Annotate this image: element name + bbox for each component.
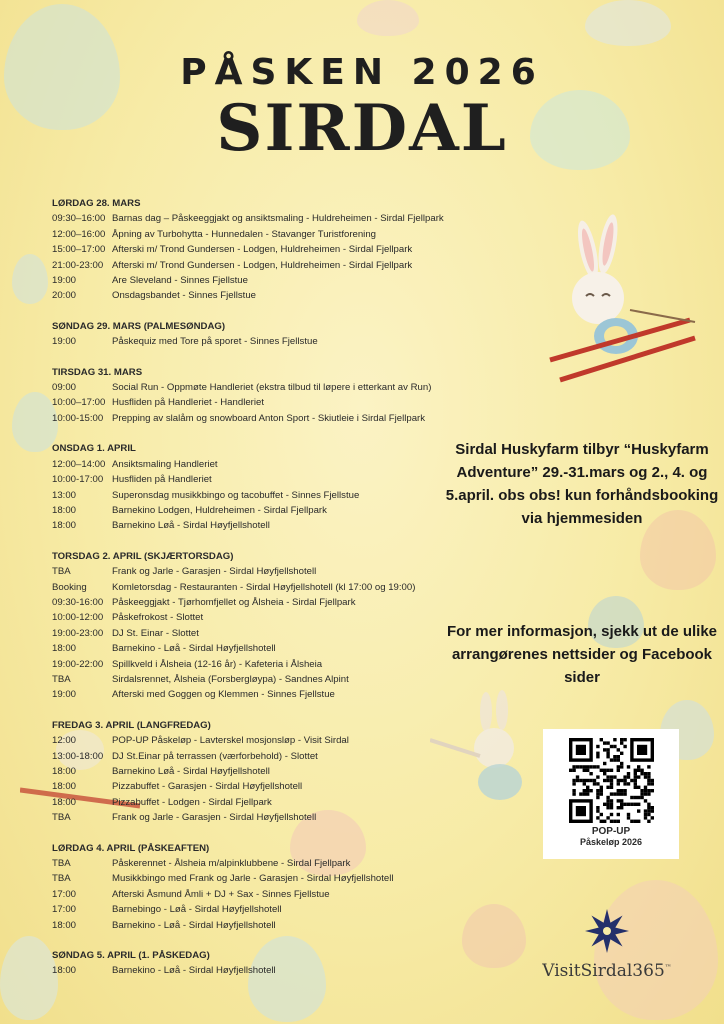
husky-adventure-notice: Sirdal Huskyfarm tilbyr “Huskyfarm Adventure” 29.-31.mars og 2., 4. og 5.april. obs obs! kun forhåndsbooking via hjemmesiden xyxy=(445,441,719,527)
header xyxy=(0,52,724,166)
event-description: Prepping av slalåm og snowboard Anton Sport - Skiutleie i Sirdal Fjellpark xyxy=(112,412,426,424)
day-title: LØRDAG 4. APRIL (PÅSKEAFTEN) xyxy=(52,842,210,854)
day-block xyxy=(52,948,472,979)
event-time: 18:00 xyxy=(52,504,77,516)
event-description: Pizzabuffet - Lodgen - Sirdal Fjellpark xyxy=(112,796,272,808)
event-row xyxy=(52,395,472,410)
page-subtitle: SIRDAL xyxy=(216,91,508,166)
event-description: Påskefrokost - Slottet xyxy=(112,612,204,624)
event-time: 10:00-17:00 xyxy=(52,474,104,486)
event-description: Social Run - Oppmøte Handleriet (ekstra tilbud til løpere i etterkant av Run) xyxy=(112,382,432,394)
event-row xyxy=(52,503,472,518)
star-logo-icon xyxy=(584,908,630,954)
event-time: 18:00 xyxy=(52,643,77,655)
day-block xyxy=(52,718,472,826)
event-row xyxy=(52,472,472,487)
event-time: 18:00 xyxy=(52,796,77,808)
day-title: TIRSDAG 31. MARS xyxy=(52,366,143,378)
event-time: 12:00 xyxy=(52,735,77,747)
event-time: 12:00–16:00 xyxy=(52,228,106,240)
qr-caption xyxy=(543,827,679,847)
event-time: TBA xyxy=(52,812,71,824)
event-time: 20:00 xyxy=(52,290,77,302)
event-row xyxy=(52,580,472,595)
event-description: Afterski Åsmund Åmli + DJ + Sax - Sinnes Fjellstue xyxy=(112,888,330,900)
day-block xyxy=(52,365,472,427)
event-time: 15:00–17:00 xyxy=(52,244,106,256)
event-time: TBA xyxy=(52,873,71,885)
event-time: 13:00-18:00 xyxy=(52,750,104,762)
event-row xyxy=(52,795,472,810)
event-time: Booking xyxy=(52,581,87,593)
event-row xyxy=(52,918,472,933)
event-row xyxy=(52,641,472,656)
day-block xyxy=(52,549,472,703)
visitsirdal-logo[interactable] xyxy=(532,908,682,981)
event-description: Påskerennet - Ålsheia m/alpinklubbene - Sirdal Fjellpark xyxy=(112,858,351,870)
event-time: 19:00 xyxy=(52,336,77,348)
qr-sublabel: Påskeløp 2026 xyxy=(579,837,643,847)
event-row xyxy=(52,595,472,610)
event-row xyxy=(52,657,472,672)
event-description: Sirdalsrennet, Ålsheia (Forsbergløypa) - Sandnes Alpint xyxy=(112,673,349,685)
event-description: Are Sleveland - Sinnes Fjellstue xyxy=(112,275,248,287)
event-time: 17:00 xyxy=(52,888,77,900)
event-time: TBA xyxy=(52,673,71,685)
event-description: POP-UP Påskeløp - Lavterskel mosjonsløp - Visit Sirdal xyxy=(112,735,349,747)
more-info-notice: For mer informasjon, sjekk ut de ulike arrangørenes nettsider og Facebook sider xyxy=(446,623,718,686)
event-row xyxy=(52,211,472,226)
event-description: Barnas dag – Påskeeggjakt og ansiktsmaling - Huldreheimen - Sirdal Fjellpark xyxy=(112,213,444,225)
event-description: Frank og Jarle - Garasjen - Sirdal Høyfjellshotell xyxy=(112,566,317,578)
event-description: Påskequiz med Tore på sporet - Sinnes Fjellstue xyxy=(112,336,318,348)
event-description: Komletorsdag - Restauranten - Sirdal Høyfjellshotell (kl 17:00 og 19:00) xyxy=(112,581,416,593)
event-description: Barnekino Løå - Sirdal Høyfjellshotell xyxy=(112,520,270,532)
event-description: Afterski m/ Trond Gundersen - Lodgen, Huldreheimen - Sirdal Fjellpark xyxy=(112,259,413,271)
day-title: FREDAG 3. APRIL (LANGFREDAG) xyxy=(52,719,211,731)
bunny-skier-illustration xyxy=(520,210,700,410)
event-row xyxy=(52,518,472,533)
event-description: Superonsdag musikkbingo og tacobuffet - Sinnes Fjellstue xyxy=(112,489,360,501)
day-block xyxy=(52,841,472,933)
event-description: Barnekino - Løå - Sirdal Høyfjellshotell xyxy=(112,919,276,931)
event-row xyxy=(52,273,472,288)
event-description: Barnekino Lodgen, Huldreheimen - Sirdal Fjellpark xyxy=(112,504,327,516)
event-row xyxy=(52,902,472,917)
event-description: Spillkveld i Ålsheia (12-16 år) - Kafeteria i Ålsheia xyxy=(112,658,323,670)
event-description: Barnekino - Løå - Sirdal Høyfjellshotell xyxy=(112,965,276,977)
event-time: 13:00 xyxy=(52,489,77,501)
event-time: 18:00 xyxy=(52,520,77,532)
event-time: TBA xyxy=(52,566,71,578)
event-time: 09:00 xyxy=(52,382,77,394)
day-block xyxy=(52,319,472,350)
event-description: DJ St.Einar på terrassen (værforbehold) - Slottet xyxy=(112,750,318,762)
event-row xyxy=(52,334,472,349)
event-time: 19:00 xyxy=(52,275,77,287)
page-title: PÅSKEN 2026 xyxy=(180,52,544,93)
event-row xyxy=(52,856,472,871)
event-row xyxy=(52,626,472,641)
day-title: SØNDAG 5. APRIL (1. PÅSKEDAG) xyxy=(52,950,210,962)
event-description: Frank og Jarle - Garasjen - Sirdal Høyfjellshotell xyxy=(112,812,317,824)
event-row xyxy=(52,288,472,303)
event-description: Husfliden på Handleriet xyxy=(112,474,212,486)
event-description: Pizzabuffet - Garasjen - Sirdal Høyfjellshotell xyxy=(112,781,303,793)
day-title: SØNDAG 29. MARS (PALMESØNDAG) xyxy=(52,320,226,332)
event-row xyxy=(52,411,472,426)
day-block xyxy=(52,196,472,304)
qr-code[interactable] xyxy=(557,738,665,826)
event-row xyxy=(52,779,472,794)
event-time: TBA xyxy=(52,858,71,870)
day-title: TORSDAG 2. APRIL (SKJÆRTORSDAG) xyxy=(52,550,234,562)
event-time: 19:00-23:00 xyxy=(52,627,104,639)
event-description: Påskeeggjakt - Tjørhomfjellet og Ålsheia - Sirdal Fjellpark xyxy=(112,596,356,608)
event-row xyxy=(52,749,472,764)
event-row xyxy=(52,764,472,779)
event-row xyxy=(52,733,472,748)
event-schedule xyxy=(52,196,472,994)
brand-name: VisitSirdal365™ xyxy=(542,961,672,981)
event-row xyxy=(52,227,472,242)
event-time: 19:00 xyxy=(52,689,77,701)
event-description: Onsdagsbandet - Sinnes Fjellstue xyxy=(112,290,256,302)
event-description: DJ St. Einar - Slottet xyxy=(112,627,199,639)
event-row xyxy=(52,457,472,472)
easter-egg-decoration xyxy=(357,0,419,36)
event-time: 19:00-22:00 xyxy=(52,658,104,670)
event-description: Husfliden på Handleriet - Handleriet xyxy=(112,397,264,409)
event-row xyxy=(52,810,472,825)
event-row xyxy=(52,380,472,395)
qr-code-card[interactable] xyxy=(543,729,679,859)
event-row xyxy=(52,687,472,702)
event-time: 21:00-23:00 xyxy=(52,259,104,271)
event-description: Afterski m/ Trond Gundersen - Lodgen, Huldreheimen - Sirdal Fjellpark xyxy=(112,244,413,256)
event-description: Barnekino Løå - Sirdal Høyfjellshotell xyxy=(112,766,270,777)
event-row xyxy=(52,488,472,503)
event-time: 10:00-12:00 xyxy=(52,612,104,624)
easter-egg-decoration xyxy=(585,0,671,46)
event-time: 17:00 xyxy=(52,904,77,916)
event-row xyxy=(52,258,472,273)
event-time: 18:00 xyxy=(52,781,77,793)
event-time: 18:00 xyxy=(52,919,77,931)
event-row xyxy=(52,887,472,902)
event-row xyxy=(52,564,472,579)
easter-egg-decoration xyxy=(12,254,48,304)
event-row xyxy=(52,963,472,978)
event-time: 18:00 xyxy=(52,965,77,977)
event-description: Åpning av Turbohytta - Hunnedalen - Stavanger Turistforening xyxy=(112,228,376,240)
event-description: Ansiktsmaling Handleriet xyxy=(112,458,218,470)
event-description: Afterski med Goggen og Klemmen - Sinnes Fjellstue xyxy=(112,689,335,701)
day-block xyxy=(52,441,472,533)
easter-egg-decoration xyxy=(0,936,58,1020)
event-row xyxy=(52,672,472,687)
qr-label: POP-UP xyxy=(591,826,631,837)
event-row xyxy=(52,610,472,625)
event-time: 09:30-16:00 xyxy=(52,596,104,608)
event-description: Barnebingo - Løå - Sirdal Høyfjellshotell xyxy=(112,904,282,916)
day-title: LØRDAG 28. MARS xyxy=(52,198,141,209)
day-title: ONSDAG 1. APRIL xyxy=(52,443,136,455)
event-row xyxy=(52,242,472,257)
event-description: Barnekino - Løå - Sirdal Høyfjellshotell xyxy=(112,643,276,655)
event-time: 10:00–17:00 xyxy=(52,397,106,409)
event-description: Musikkbingo med Frank og Jarle - Garasjen - Sirdal Høyfjellshotell xyxy=(112,873,394,885)
event-time: 09:30–16:00 xyxy=(52,213,106,225)
event-time: 10:00-15:00 xyxy=(52,412,104,424)
event-time: 18:00 xyxy=(52,766,77,777)
event-time: 12:00–14:00 xyxy=(52,458,106,470)
event-row xyxy=(52,871,472,886)
